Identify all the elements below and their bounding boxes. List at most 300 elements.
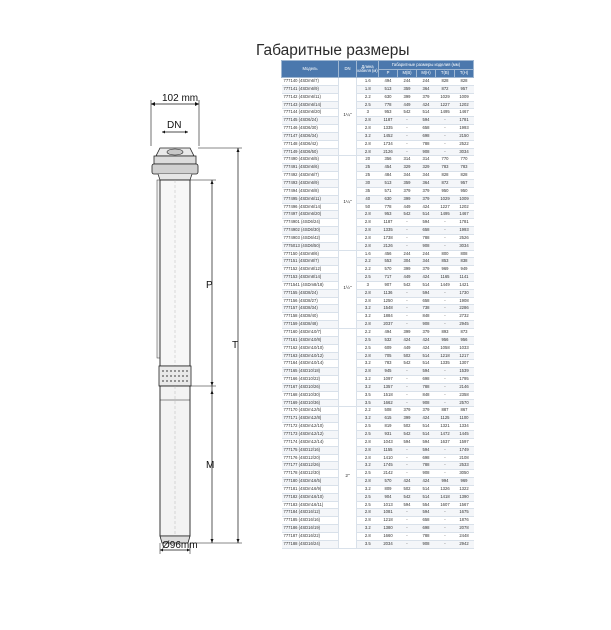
- th-cell: 1795: [455, 376, 474, 384]
- mb-cell: 399: [398, 195, 417, 203]
- tb-cell: 828: [436, 172, 455, 180]
- p-cell: 2142: [379, 470, 398, 478]
- th-cell: 1467: [455, 211, 474, 219]
- mb-cell: -: [398, 470, 417, 478]
- table-row: [282, 305, 474, 313]
- mh-cell: 848: [417, 391, 436, 399]
- model-cell: 777495 (4SDm6/11): [282, 195, 339, 203]
- model-cell: 777184 (4SD16/12): [282, 509, 339, 517]
- table-row: [282, 454, 474, 462]
- mh-cell: 788: [417, 383, 436, 391]
- mb-cell: 399: [398, 329, 417, 337]
- mh-cell: 788: [417, 462, 436, 470]
- mh-cell: 594: [417, 509, 436, 517]
- mb-cell: 594: [398, 501, 417, 509]
- tb-cell: -: [436, 117, 455, 125]
- dn-cell: 1¼": [339, 78, 357, 156]
- th-cell: 828: [455, 172, 474, 180]
- dn-cell: 2": [339, 407, 357, 548]
- tb-cell: -: [436, 234, 455, 242]
- mb-cell: 594: [398, 438, 417, 446]
- model-cell: 777170 (4SDm12/5): [282, 407, 339, 415]
- mb-cell: -: [398, 376, 417, 384]
- mb-cell: -: [398, 517, 417, 525]
- table-row: [282, 485, 474, 493]
- tb-cell: 828: [436, 78, 455, 86]
- p-cell: 2037: [379, 321, 398, 329]
- table-row: [282, 125, 474, 133]
- cable-length-cell: 2.8: [357, 140, 379, 148]
- cable-length-cell: 2.8: [357, 297, 379, 305]
- p-cell: 1662: [379, 399, 398, 407]
- table-row: [282, 540, 474, 548]
- mh-cell: 424: [417, 203, 436, 211]
- table-row: [282, 266, 474, 274]
- tb-cell: -: [436, 219, 455, 227]
- p-cell: 571: [379, 187, 398, 195]
- cable-length-cell: 2.8: [357, 368, 379, 376]
- model-cell: 777148 (4SD6/42): [282, 140, 339, 148]
- mh-cell: 329: [417, 164, 436, 172]
- table-row: [282, 101, 474, 109]
- p-cell: 513: [379, 85, 398, 93]
- mb-cell: 399: [398, 93, 417, 101]
- th-cell: 957: [455, 179, 474, 187]
- cable-length-cell: 2.8: [357, 117, 379, 125]
- table-row: [282, 172, 474, 180]
- mh-cell: 514: [417, 360, 436, 368]
- cable-length-cell: 2.8: [357, 234, 379, 242]
- p-cell: 1518: [379, 391, 398, 399]
- th-cell: 969: [455, 478, 474, 486]
- model-cell: 777185 (4SD16/16): [282, 517, 339, 525]
- model-cell: 777497 (4SDm6/20): [282, 211, 339, 219]
- mh-cell: 514: [417, 109, 436, 117]
- header-mh: M(H): [417, 70, 436, 78]
- mb-cell: -: [398, 462, 417, 470]
- table-row: [282, 179, 474, 187]
- mh-cell: 379: [417, 195, 436, 203]
- mb-cell: -: [398, 140, 417, 148]
- table-row: [282, 313, 474, 321]
- cable-length-cell: 2.5: [357, 501, 379, 509]
- p-cell: 1097: [379, 376, 398, 384]
- th-cell: 949: [455, 266, 474, 274]
- tb-cell: 969: [436, 266, 455, 274]
- header-p: P: [379, 70, 398, 78]
- table-row: [282, 164, 474, 172]
- th-cell: 956: [455, 336, 474, 344]
- mh-cell: 698: [417, 525, 436, 533]
- p-cell: 1187: [379, 117, 398, 125]
- cable-length-cell: 3.2: [357, 305, 379, 313]
- mh-cell: 379: [417, 407, 436, 415]
- mh-cell: 364: [417, 179, 436, 187]
- header-mb: M(B): [398, 70, 417, 78]
- th-cell: 1307: [455, 360, 474, 368]
- p-cell: 2126: [379, 148, 398, 156]
- table-row: [282, 242, 474, 250]
- table-row: [282, 517, 474, 525]
- cable-length-cell: 2.2: [357, 93, 379, 101]
- p-cell: 783: [379, 360, 398, 368]
- mh-cell: 698: [417, 454, 436, 462]
- cable-length-cell: 50: [357, 203, 379, 211]
- mh-cell: 658: [417, 517, 436, 525]
- p-cell: 931: [379, 430, 398, 438]
- p-cell: 819: [379, 423, 398, 431]
- mb-cell: 379: [398, 187, 417, 195]
- dim-dn-label: DN: [167, 120, 182, 131]
- model-cell: 777147 (4SD6/34): [282, 132, 339, 140]
- cable-length-cell: 2.8: [357, 321, 379, 329]
- model-cell: 777144 (4SDm6/20): [282, 109, 339, 117]
- p-cell: 778: [379, 203, 398, 211]
- mb-cell: -: [398, 148, 417, 156]
- mh-cell: 908: [417, 540, 436, 548]
- p-cell: 508: [379, 407, 398, 415]
- mb-cell: -: [398, 368, 417, 376]
- table-row: [282, 289, 474, 297]
- p-cell: 570: [379, 478, 398, 486]
- table-row: [282, 368, 474, 376]
- mh-cell: 344: [417, 258, 436, 266]
- table-row: [282, 399, 474, 407]
- mh-cell: 424: [417, 336, 436, 344]
- table-row: [282, 321, 474, 329]
- mh-cell: 658: [417, 125, 436, 133]
- cable-length-cell: 40: [357, 195, 379, 203]
- mh-cell: 379: [417, 93, 436, 101]
- p-cell: 456: [379, 250, 398, 258]
- dn-cell: 1¼": [339, 156, 357, 250]
- th-cell: 1597: [455, 438, 474, 446]
- mb-cell: -: [398, 313, 417, 321]
- th-cell: 2570: [455, 399, 474, 407]
- th-cell: 1539: [455, 368, 474, 376]
- cable-length-cell: 1.6: [357, 78, 379, 86]
- model-cell: 777141 (4SDm6/9): [282, 85, 339, 93]
- tb-cell: -: [436, 321, 455, 329]
- cable-length-cell: 3.2: [357, 415, 379, 423]
- table-row: [282, 195, 474, 203]
- table-row: [282, 117, 474, 125]
- p-cell: 1081: [379, 509, 398, 517]
- cable-length-cell: 2.8: [357, 454, 379, 462]
- table-row: [282, 281, 474, 289]
- p-cell: 705: [379, 352, 398, 360]
- mb-cell: 502: [398, 352, 417, 360]
- mb-cell: -: [398, 234, 417, 242]
- p-cell: 1548: [379, 305, 398, 313]
- p-cell: 1187: [379, 219, 398, 227]
- model-cell: 777142 (4SDm6/11): [282, 93, 339, 101]
- cable-length-cell: 2.5: [357, 470, 379, 478]
- model-cell: 7774902 (4SD6/30): [282, 227, 339, 235]
- cable-length-cell: 2.8: [357, 289, 379, 297]
- mb-cell: -: [398, 446, 417, 454]
- th-cell: 2945: [455, 321, 474, 329]
- th-cell: 2146: [455, 383, 474, 391]
- table-row: [282, 376, 474, 384]
- th-cell: 950: [455, 187, 474, 195]
- mh-cell: 594: [417, 219, 436, 227]
- mb-cell: -: [398, 383, 417, 391]
- table-row: [282, 148, 474, 156]
- table-row: [282, 438, 474, 446]
- mb-cell: 244: [398, 250, 417, 258]
- dn-cell: 1½": [339, 250, 357, 328]
- mh-cell: 379: [417, 187, 436, 195]
- header-tb: T(B): [436, 70, 455, 78]
- model-cell: 777146 (4SD6/30): [282, 125, 339, 133]
- model-cell: 777157 (4SD8/34): [282, 305, 339, 313]
- model-cell: 777150 (4SDm8/6): [282, 250, 339, 258]
- mb-cell: -: [398, 297, 417, 305]
- tb-cell: 783: [436, 164, 455, 172]
- model-cell: 777173 (4SDm12/12): [282, 430, 339, 438]
- p-cell: 953: [379, 211, 398, 219]
- mb-cell: -: [398, 321, 417, 329]
- mb-cell: 502: [398, 423, 417, 431]
- model-cell: 777178 (4SD12/30): [282, 470, 339, 478]
- mh-cell: 594: [417, 289, 436, 297]
- tb-cell: -: [436, 132, 455, 140]
- mb-cell: 304: [398, 258, 417, 266]
- tb-cell: -: [436, 313, 455, 321]
- model-cell: 777182 (4SDm16/10): [282, 493, 339, 501]
- tb-cell: 872: [436, 85, 455, 93]
- header-dimensions: Габаритные размеры изделия (мм): [379, 61, 474, 70]
- model-cell: 777183 (4SDm16/11): [282, 501, 339, 509]
- cable-length-cell: 3.2: [357, 360, 379, 368]
- p-cell: 609: [379, 344, 398, 352]
- tb-cell: -: [436, 509, 455, 517]
- tb-cell: -: [436, 297, 455, 305]
- mb-cell: 399: [398, 415, 417, 423]
- tb-cell: 1227: [436, 101, 455, 109]
- mh-cell: 788: [417, 532, 436, 540]
- model-cell: 777186 (4SD16/19): [282, 525, 339, 533]
- model-cell: 777149 (4SD6/50): [282, 148, 339, 156]
- th-cell: 1217: [455, 352, 474, 360]
- tb-cell: 950: [436, 187, 455, 195]
- tb-cell: 1165: [436, 274, 455, 282]
- model-cell: 777160 (4SDm10/7): [282, 329, 339, 337]
- mb-cell: 449: [398, 101, 417, 109]
- model-cell: 777151 (4SDm8/7): [282, 258, 339, 266]
- mh-cell: 364: [417, 85, 436, 93]
- cable-length-cell: 2.2: [357, 407, 379, 415]
- mb-cell: 542: [398, 281, 417, 289]
- cable-length-cell: 3.2: [357, 462, 379, 470]
- model-cell: 777181 (4SDm16/9): [282, 485, 339, 493]
- tb-cell: 800: [436, 250, 455, 258]
- p-cell: 1013: [379, 501, 398, 509]
- cable-length-cell: 2.5: [357, 430, 379, 438]
- p-cell: 907: [379, 281, 398, 289]
- p-cell: 1218: [379, 517, 398, 525]
- mh-cell: 788: [417, 234, 436, 242]
- header-cable: Длина кабеля (м): [357, 61, 379, 78]
- cable-length-cell: 35: [357, 187, 379, 195]
- tb-cell: 1227: [436, 203, 455, 211]
- tb-cell: 1335: [436, 360, 455, 368]
- model-cell: 7774903 (4SD6/42): [282, 234, 339, 242]
- model-cell: 777494 (4SDm6/8): [282, 187, 339, 195]
- mh-cell: 908: [417, 399, 436, 407]
- mh-cell: 698: [417, 132, 436, 140]
- model-cell: 777164 (4SDm10/14): [282, 360, 339, 368]
- dim-m-label: M: [206, 460, 215, 471]
- mh-cell: 594: [417, 368, 436, 376]
- th-cell: 1100: [455, 415, 474, 423]
- th-cell: 1445: [455, 430, 474, 438]
- model-cell: 777140 (4SDm6/7): [282, 78, 339, 86]
- tb-cell: -: [436, 305, 455, 313]
- table-row: [282, 415, 474, 423]
- tb-cell: 994: [436, 478, 455, 486]
- mb-cell: 449: [398, 203, 417, 211]
- model-cell: 777177 (4SD12/26): [282, 462, 339, 470]
- cable-length-cell: 3.2: [357, 132, 379, 140]
- mb-cell: 379: [398, 407, 417, 415]
- cable-length-cell: 2.5: [357, 423, 379, 431]
- mh-cell: 908: [417, 242, 436, 250]
- tb-cell: -: [436, 517, 455, 525]
- model-cell: 777152 (4SDm8/12): [282, 266, 339, 274]
- th-cell: 1322: [455, 485, 474, 493]
- mh-cell: 848: [417, 313, 436, 321]
- mb-cell: 449: [398, 344, 417, 352]
- tb-cell: -: [436, 470, 455, 478]
- cable-length-cell: 2.5: [357, 336, 379, 344]
- p-cell: 778: [379, 101, 398, 109]
- mh-cell: 514: [417, 281, 436, 289]
- mh-cell: 424: [417, 101, 436, 109]
- mb-cell: 399: [398, 266, 417, 274]
- tb-cell: -: [436, 368, 455, 376]
- tb-cell: -: [436, 148, 455, 156]
- mh-cell: 379: [417, 329, 436, 337]
- mh-cell: 514: [417, 430, 436, 438]
- tb-cell: 1058: [436, 344, 455, 352]
- table-row: [282, 297, 474, 305]
- mb-cell: -: [398, 125, 417, 133]
- table-row: [282, 203, 474, 211]
- dim-t-label: T: [232, 340, 239, 351]
- th-cell: 2732: [455, 313, 474, 321]
- tb-cell: -: [436, 227, 455, 235]
- tb-cell: -: [436, 540, 455, 548]
- model-cell: 777491 (4SDm6/6): [282, 164, 339, 172]
- th-cell: 1993: [455, 227, 474, 235]
- header-th: T(H): [455, 70, 474, 78]
- mb-cell: 314: [398, 156, 417, 164]
- p-cell: 494: [379, 329, 398, 337]
- tb-cell: 887: [436, 407, 455, 415]
- p-cell: 945: [379, 368, 398, 376]
- mh-cell: 424: [417, 344, 436, 352]
- model-cell: 7775013 (4SD6/50): [282, 242, 339, 250]
- p-cell: 1884: [379, 313, 398, 321]
- p-cell: 1745: [379, 462, 398, 470]
- mb-cell: 449: [398, 274, 417, 282]
- table-row: [282, 478, 474, 486]
- cable-length-cell: 2.8: [357, 517, 379, 525]
- th-cell: 1141: [455, 274, 474, 282]
- cable-length-cell: 2.5: [357, 101, 379, 109]
- th-cell: 783: [455, 164, 474, 172]
- tb-cell: 1029: [436, 93, 455, 101]
- cable-length-cell: 2.8: [357, 219, 379, 227]
- mb-cell: 344: [398, 172, 417, 180]
- table-row: [282, 525, 474, 533]
- p-cell: 2034: [379, 540, 398, 548]
- mb-cell: -: [398, 227, 417, 235]
- mb-cell: -: [398, 117, 417, 125]
- mh-cell: 344: [417, 172, 436, 180]
- model-cell: 777167 (4SD10/26): [282, 383, 339, 391]
- header-dn: DN: [339, 61, 357, 78]
- th-cell: 828: [455, 78, 474, 86]
- th-cell: 1009: [455, 195, 474, 203]
- cable-length-cell: 20: [357, 156, 379, 164]
- tb-cell: 770: [436, 156, 455, 164]
- p-cell: 809: [379, 485, 398, 493]
- model-cell: 777163 (4SDm10/12): [282, 352, 339, 360]
- tb-cell: 1218: [436, 352, 455, 360]
- th-cell: 1009: [455, 93, 474, 101]
- cable-length-cell: 2.5: [357, 274, 379, 282]
- model-cell: 777490 (4SDm6/5): [282, 156, 339, 164]
- cable-length-cell: 2.8: [357, 148, 379, 156]
- p-cell: 1250: [379, 297, 398, 305]
- mh-cell: 594: [417, 117, 436, 125]
- model-cell: 777496 (4SDm6/14): [282, 203, 339, 211]
- tb-cell: 1607: [436, 501, 455, 509]
- tb-cell: -: [436, 383, 455, 391]
- tb-cell: -: [436, 462, 455, 470]
- th-cell: 957: [455, 85, 474, 93]
- cable-length-cell: 3.2: [357, 376, 379, 384]
- mb-cell: -: [398, 242, 417, 250]
- mb-cell: 359: [398, 179, 417, 187]
- mh-cell: 244: [417, 78, 436, 86]
- mb-cell: -: [398, 219, 417, 227]
- p-cell: 570: [379, 266, 398, 274]
- mb-cell: 329: [398, 164, 417, 172]
- mb-cell: -: [398, 454, 417, 462]
- mb-cell: 542: [398, 360, 417, 368]
- mb-cell: -: [398, 525, 417, 533]
- th-cell: 1567: [455, 501, 474, 509]
- model-cell: 777180 (4SDm16/5): [282, 478, 339, 486]
- mh-cell: 424: [417, 415, 436, 423]
- model-cell: 777143 (4SDm6/14): [282, 101, 339, 109]
- p-cell: 1380: [379, 525, 398, 533]
- tb-cell: 1029: [436, 195, 455, 203]
- cable-length-cell: 2.8: [357, 125, 379, 133]
- model-cell: 777155 (4SD8/24): [282, 289, 339, 297]
- mb-cell: 424: [398, 336, 417, 344]
- model-cell: 777172 (4SDm12/10): [282, 423, 339, 431]
- mb-cell: -: [398, 532, 417, 540]
- model-cell: 777168 (4SD10/30): [282, 391, 339, 399]
- mb-cell: -: [398, 391, 417, 399]
- p-cell: 1452: [379, 132, 398, 140]
- mh-cell: 594: [417, 438, 436, 446]
